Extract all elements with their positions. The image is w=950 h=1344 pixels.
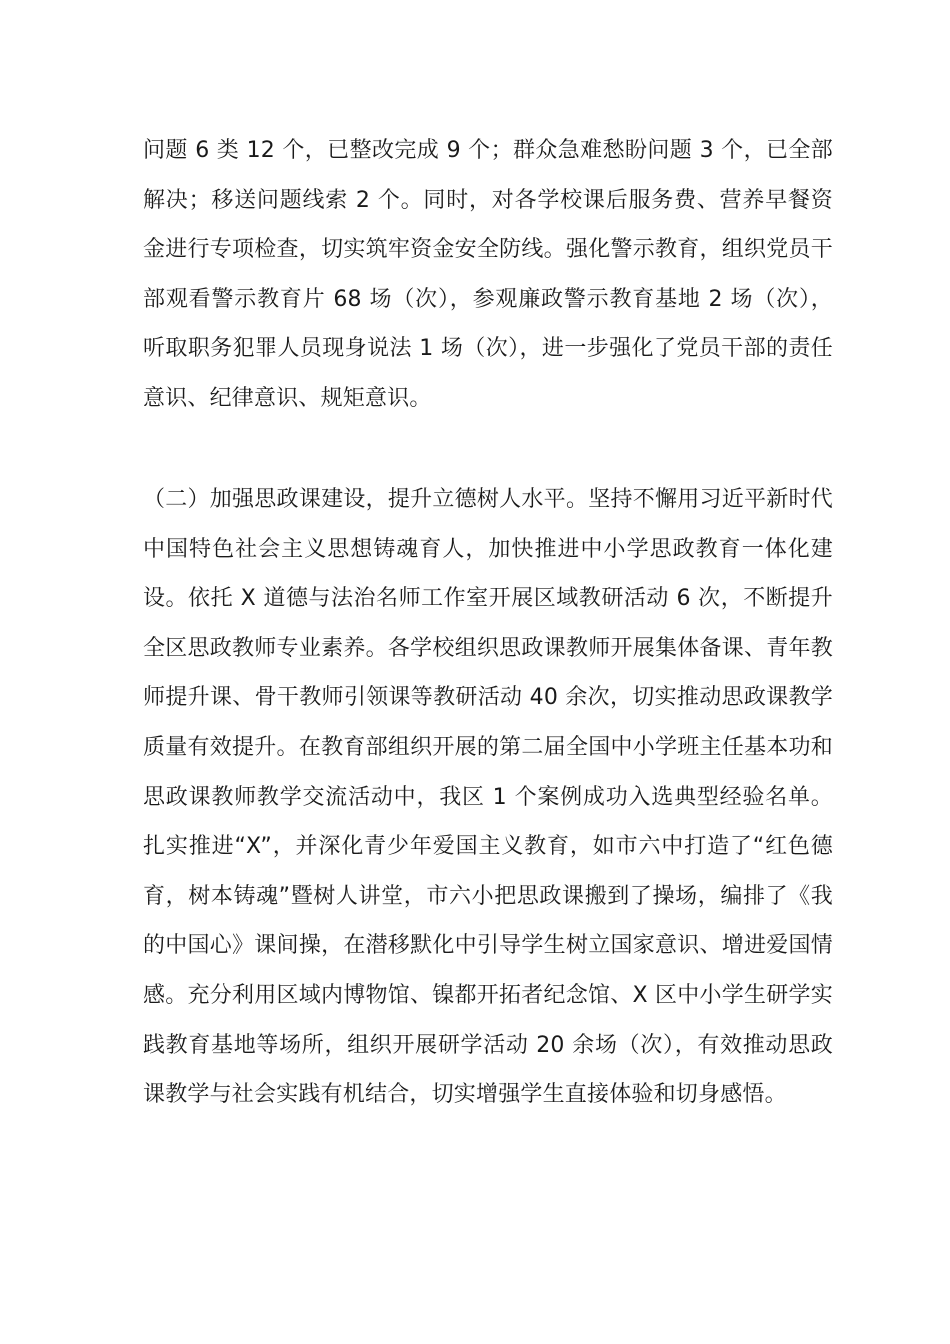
body-paragraph: 问题 6 类 12 个，已整改完成 9 个；群众急难愁盼问题 3 个，已全部解决；移送问题线索 2 个。同时，对各学校课后服务费、营养早餐资金进行专项检查，切实筑牢资金安全防线。强化警示教育，组织党员干部观看警示教育片 68 场（次），参观廉政警示教育基地 2 场（次），听取职务犯罪人员现身说法 1 场（次），进一步强化了党员干部的责任意识、纪律意识、规矩意识。 — [143, 138, 833, 411]
body-paragraph: （二）加强思政课建设，提升立德树人水平。坚持不懈用习近平新时代中国特色社会主义思想铸魂育人，加快推进中小学思政教育一体化建设。依托 X 道德与法治名师工作室开展区域教研活动 6 次，不断提升全区思政教师专业素养。各学校组织思政课教师开展集体备课、青年教师提升课、骨干教师引领课等教研活动 40 余次，切实推动思政课教学质量有效提升。在教育部组织开展的第二届全国中小学班主任基本功和思政课教师教学交流活动中，我区 1 个案例成功入选典型经验名单。扎实推进“X”，并深化青少年爱国主义教育，如市六中打造了“红色德育，树本铸魂”暨树人讲堂，市六小把思政课搬到了操场，编排了《我的中国心》课间操，在潜移默化中引导学生树立国家意识、增进爱国情感。充分利用区域内博物馆、镍都开拓者纪念馆、X 区中小学生研学实践教育基地等场所，组织开展研学活动 20 余场（次），有效推动思政课教学与社会实践有机结合，切实增强学生直接体验和切身感悟。 — [143, 487, 833, 1108]
